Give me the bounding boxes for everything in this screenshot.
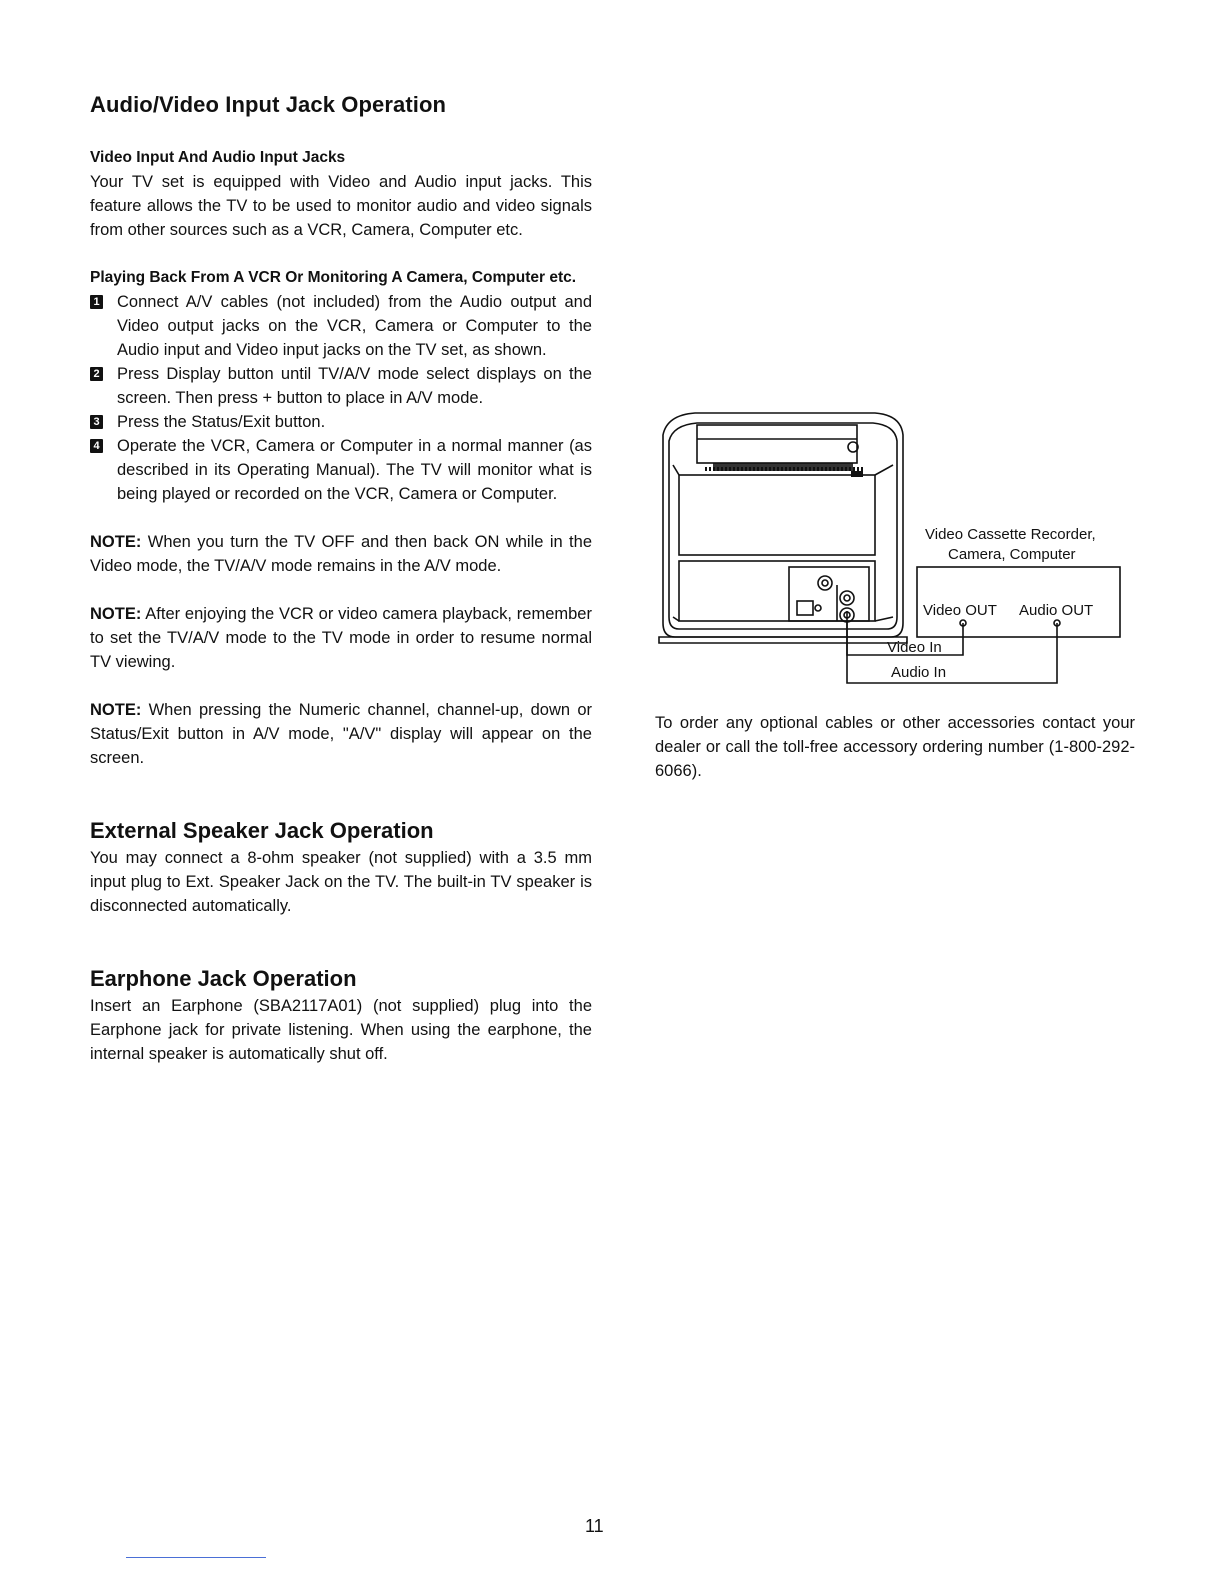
page-number: 11 <box>585 1516 604 1536</box>
device-label: Video Cassette Recorder, <box>925 526 1096 543</box>
video-in-label: Video In <box>887 639 942 656</box>
steps-list <box>90 290 592 506</box>
step-text: Connect A/V cables (not included) from the Audio output and Video output jacks on the VCR, Camera or Computer to the Audio input and Video input jacks on the TV set, as shown. <box>117 293 592 359</box>
step-text: Press Display button until TV/A/V mode select displays on the screen. Then press + button to place in A/V mode. <box>117 365 592 407</box>
step-text: Press the Status/Exit button. <box>117 413 326 431</box>
note-paragraph <box>90 530 592 578</box>
step-number-badge: 1 <box>90 295 103 309</box>
accessory-order-note: To order any optional cables or other accessories contact your dealer or call the toll-free accessory ordering number (1-800-292-6066). <box>655 714 1135 780</box>
step-item <box>90 434 592 506</box>
device-label: Camera, Computer <box>948 546 1076 563</box>
step-number-badge: 3 <box>90 415 103 429</box>
step-item <box>90 290 592 362</box>
note-label: NOTE: <box>90 605 142 623</box>
left-column <box>90 92 592 1066</box>
step-item <box>90 362 592 410</box>
note-label: NOTE: <box>90 701 142 719</box>
connection-diagram <box>655 405 1135 695</box>
note-label: NOTE: <box>90 533 142 551</box>
section-heading-earphone: Earphone Jack Operation <box>90 966 357 991</box>
section-body-earphone: Insert an Earphone (SBA2117A01) (not supplied) plug into the Earphone jack for private listening. When using the earphone, the internal speaker is automatically shut off. <box>90 997 592 1063</box>
audio-in-label: Audio In <box>891 664 947 681</box>
audio-out-label: Audio OUT <box>1019 602 1094 619</box>
step-text: Operate the VCR, Camera or Computer in a normal manner (as described in its Operating Manual). The TV will monitor what is being played or recorded on the VCR, Camera or Computer. <box>117 437 592 503</box>
step-item <box>90 410 592 434</box>
note-paragraph <box>90 602 592 674</box>
step-number-badge: 2 <box>90 367 103 381</box>
page-title: Audio/Video Input Jack Operation <box>90 92 447 117</box>
step-number-badge: 4 <box>90 439 103 453</box>
section-heading-external-speaker: External Speaker Jack Operation <box>90 818 434 843</box>
note-text: When you turn the TV OFF and then back ON while in the Video mode, the TV/A/V mode remains in the A/V mode. <box>90 533 592 575</box>
note-text: After enjoying the VCR or video camera playback, remember to set the TV/A/V mode to the TV mode in order to resume normal TV viewing. <box>90 605 592 671</box>
right-column <box>655 405 1135 783</box>
section-heading-input-jacks: Video Input And Audio Input Jacks <box>90 149 346 166</box>
section-body-external-speaker: You may connect a 8-ohm speaker (not supplied) with a 3.5 mm input plug to Ext. Speaker Jack on the TV. The built-in TV speaker is disconnected automatically. <box>90 849 592 915</box>
video-out-label: Video OUT <box>923 602 997 619</box>
note-text: When pressing the Numeric channel, channel-up, down or Status/Exit button in A/V mode, "A/V" display will appear on the screen. <box>90 701 592 767</box>
section-body-input-jacks: Your TV set is equipped with Video and Audio input jacks. This feature allows the TV to be used to monitor audio and video signals from other sources such as a VCR, Camera, Computer etc. <box>90 173 592 239</box>
section-heading-playback: Playing Back From A VCR Or Monitoring A Camera, Computer etc. <box>90 269 577 286</box>
footer-rule <box>126 1557 266 1558</box>
note-paragraph <box>90 698 592 770</box>
